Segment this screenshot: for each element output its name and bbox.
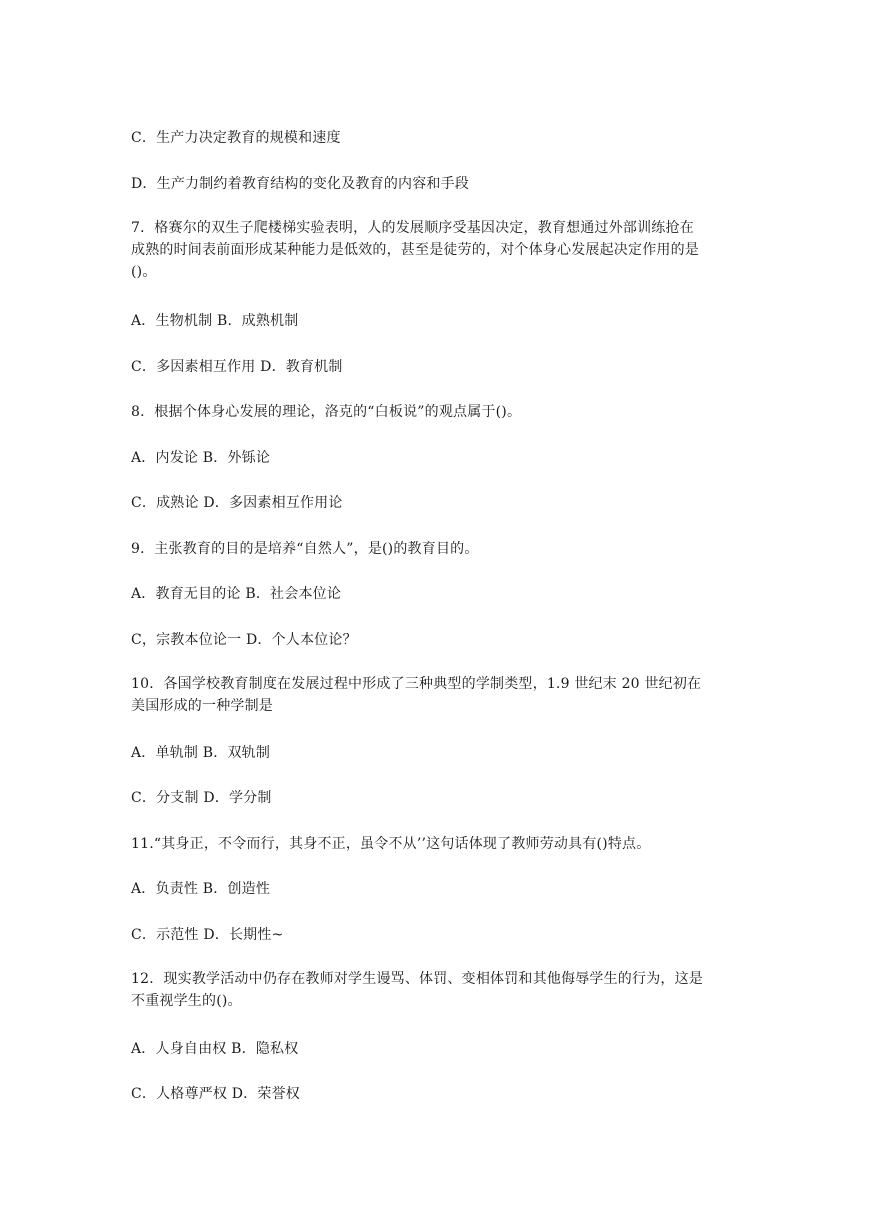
question-text-line: 10．各国学校教育制度在发展过程中形成了三种典型的学制类型，1.9 世纪末 20 世纪初在	[131, 676, 702, 692]
option-line: A．内发论 B．外铄论	[131, 450, 271, 466]
question-10	[131, 673, 741, 717]
option-line: D．生产力制约着教育结构的变化及教育的内容和手段	[131, 176, 470, 192]
option-line: A．负责性 B．创造性	[131, 881, 271, 897]
question-11: 11.“其身正，不令而行，其身不正，虽令不从’’这句话体现了教师劳动具有()特点。	[131, 836, 651, 852]
option-line: C．多因素相互作用 D．教育机制	[131, 359, 343, 375]
option-line: C．成熟论 D．多因素相互作用论	[131, 495, 343, 511]
option-line: A．生物机制 B．成熟机制	[131, 313, 299, 329]
question-9: 9．主张教育的目的是培养“自然人”，是()的教育目的。	[131, 541, 479, 557]
option-line: A．人身自由权 B．隐私权	[131, 1041, 299, 1057]
question-text-line: ()。	[131, 264, 157, 280]
option-line: C，宗教本位论一 D．个人本位论？	[131, 632, 357, 648]
option-line: C．生产力决定教育的规模和速度	[131, 130, 341, 146]
question-7	[131, 217, 741, 283]
option-line: A．单轨制 B．双轨制	[131, 745, 271, 761]
option-line: C．示范性 D．长期性~	[131, 927, 284, 943]
question-text-line: 不重视学生的()。	[131, 993, 242, 1009]
question-text-line: 美国形成的一种学制是	[131, 698, 273, 714]
question-text-line: 成熟的时间表前面形成某种能力是低效的，甚至是徒劳的，对个体身心发展起决定作用的是	[131, 242, 699, 258]
question-12	[131, 968, 741, 1012]
question-text-line: 12．现实教学活动中仍存在教师对学生谩骂、体罚、变相体罚和其他侮辱学生的行为，这是	[131, 971, 704, 987]
option-line: A．教育无目的论 B．社会本位论	[131, 586, 342, 602]
question-8: 8．根据个体身心发展的理论，洛克的“白板说”的观点属于()。	[131, 404, 522, 420]
option-line: C．分支制 D．学分制	[131, 790, 272, 806]
question-text-line: 7．格赛尔的双生子爬楼梯实验表明，人的发展顺序受基因决定，教育想通过外部训练抢在	[131, 220, 694, 236]
option-line: C．人格尊严权 D．荣誉权	[131, 1086, 300, 1102]
